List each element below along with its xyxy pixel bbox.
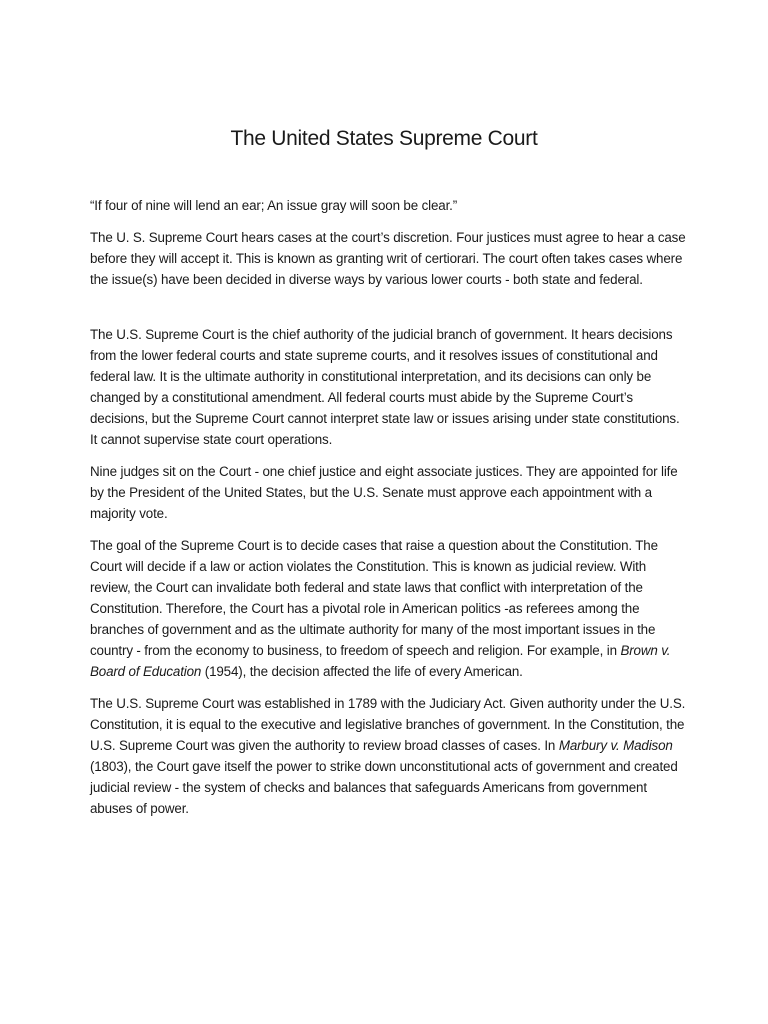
paragraph-judicial-review-text: The goal of the Supreme Court is to decide cases that raise a question about the Constitution. The Court will decide if a law or action violates the Constitution. This is known as judicial review. With review, the Court can invalidate both federal and state laws that conflict with interpretation of the Constitution. Therefore, the Court has a pivotal role in American politics -as referees among the branches of government and as the ultimate authority for many of the most important issues in the country - from the economy to business, to freedom of speech and religion. For example, in: [90, 538, 658, 658]
opening-quote: “If four of nine will lend an ear; An issue gray will soon be clear.”: [90, 198, 458, 213]
document-title: The United States Supreme Court: [230, 127, 538, 150]
paragraph-established-text: The U.S. Supreme Court was established in 1789 with the Judiciary Act. Given authority under the U.S. Constitution, it is equal to the executive and legislative branches of government. In the Constitution, the U.S. Supreme Court was given the authority to review broad classes of cases. In: [90, 696, 686, 753]
document-body: [90, 195, 688, 830]
paragraph-judicial-review: [90, 535, 688, 682]
paragraph-established-text-end: (1803), the Court gave itself the power to strike down unconstitutional acts of government and created judicial review - the system of checks and balances that safeguards Americans from government abuses of power.: [90, 759, 678, 816]
case-brown-v-board: Brown v. Board of Education: [90, 643, 671, 679]
paragraph-certiorari: The U. S. Supreme Court hears cases at the court’s discretion. Four justices must agree to hear a case before they will accept it. This is known as granting writ of certiorari. The court often takes cases where the issue(s) have been decided in diverse ways by various lower courts - both state and federal.: [90, 230, 686, 287]
paragraph-justices: Nine judges sit on the Court - one chief justice and eight associate justices. They are appointed for life by the President of the United States, but the U.S. Senate must approve each appointment with a majority vote.: [90, 464, 678, 521]
paragraph-judicial-review-text-end: (1954), the decision affected the life of every American.: [201, 664, 523, 679]
paragraph-chief-authority: The U.S. Supreme Court is the chief authority of the judicial branch of government. It hears decisions from the lower federal courts and state supreme courts, and it resolves issues of constitutional and federal law. It is the ultimate authority in constitutional interpretation, and its decisions can only be changed by a constitutional amendment. All federal courts must abide by the Supreme Court’s decisions, but the Supreme Court cannot interpret state law or issues arising under state constitutions. It cannot supervise state court operations.: [90, 327, 680, 447]
case-marbury-v-madison: Marbury v. Madison: [558, 738, 673, 753]
paragraph-established: [90, 693, 688, 819]
